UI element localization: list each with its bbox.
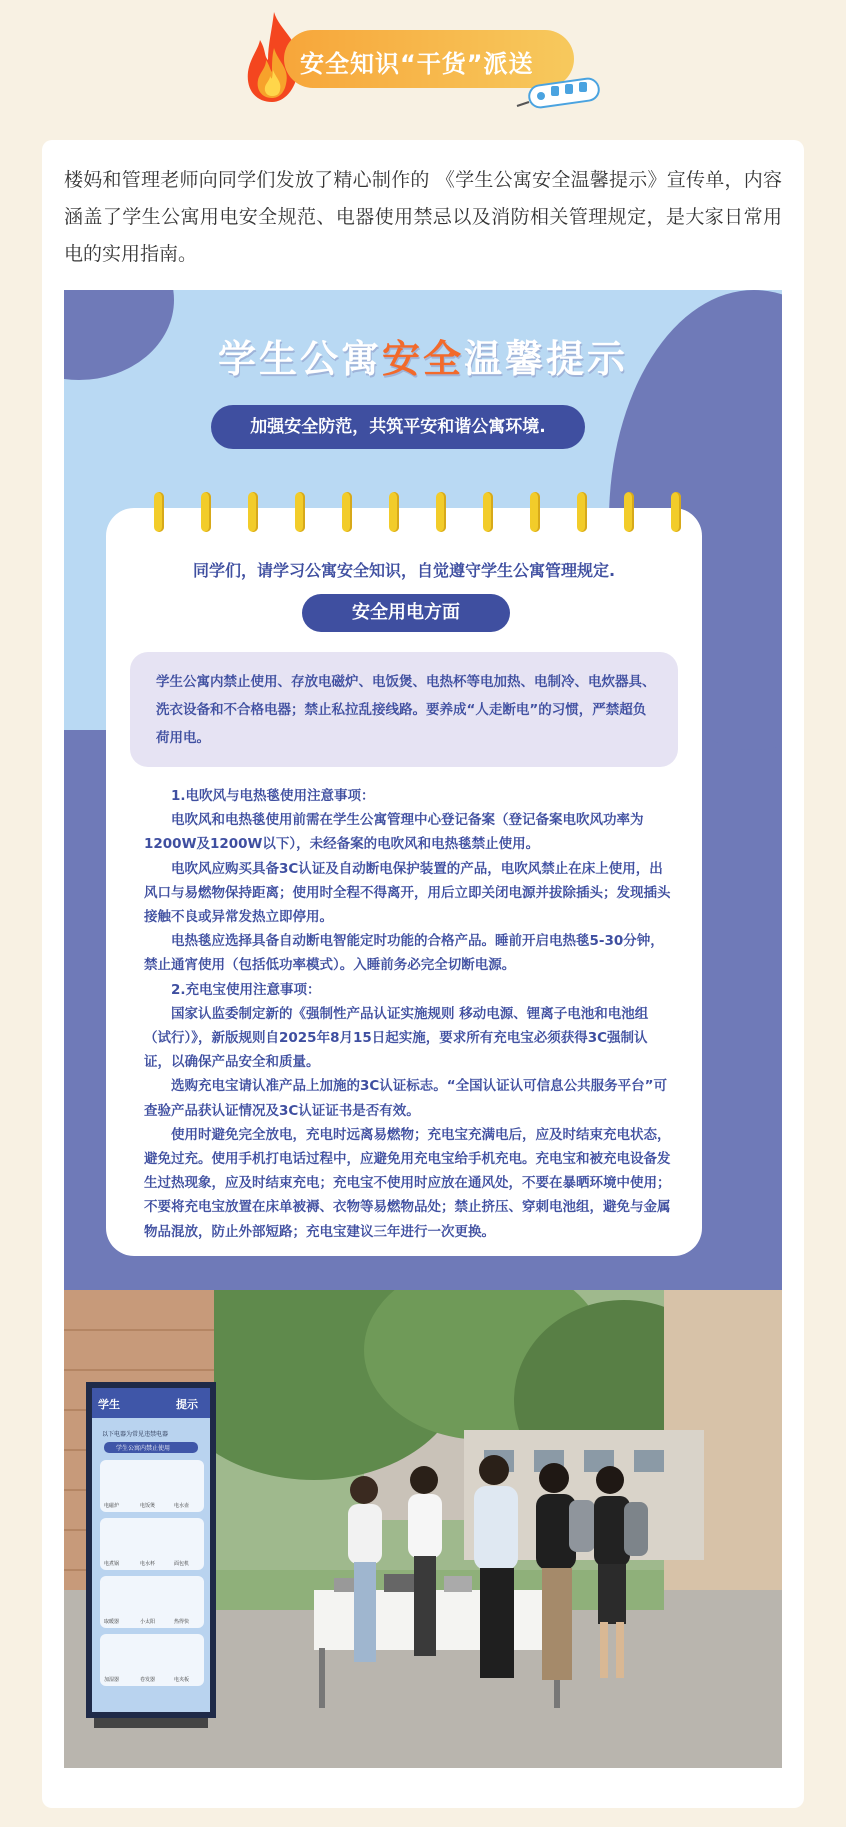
ban-box [130,652,678,767]
badge-title: 安全知识“干货”派送 [300,50,534,78]
appliance-label: 热得快 [174,1619,190,1625]
notepad-ring-icon [201,492,211,532]
rule-heading: 1.电吹风与电热毯使用注意事项： [171,788,375,804]
appliance-label: 电水壶 [174,1503,190,1509]
event-photo-illustration [64,1290,782,1768]
notice-heading: 同学们，请学习公寓安全知识，自觉遵守学生公寓管理规定. [192,561,616,580]
ban-text: 学生公寓内禁止使用、存放电磁炉、电饭煲、电热杯等电加热、电制冷、电炊器具、洗衣设备和不合格电器；禁止私拉乱接线路。要养成“人走断电”的习惯，严禁超负荷用电。 [156,674,656,746]
appliance-label: 电夹板 [174,1677,190,1683]
power-strip-icon [515,72,605,112]
appliance-label: 面包机 [174,1561,190,1567]
standee-title-left: 学生 [98,1398,120,1411]
notepad-ring-icon [248,492,258,532]
appliance-label: 卷发器 [140,1677,156,1683]
rule-paragraph: 使用时避免完全放电，充电时远离易燃物；充电宝充满电后，应及时结束充电状态，避免过充。使用手机打电话过程中，应避免用充电宝给手机充电。充电宝和被充电设备发生过热现象，应及时结束充电；充电宝不使用时应放在通风处，不要在暴晒环境中使用；不要将充电宝放置在床单被褥、衣物等易燃物品处；禁止挤压、穿刺电池组，避免与金属物品混放，防止外部短路；充电宝建议三年进行一次更换。 [144,1126,671,1240]
standee-title-right: 提示 [176,1398,198,1411]
appliance-label: 取暖器 [104,1619,120,1625]
rule-paragraph: 选购充电宝请认准产品上加施的3C认证标志。“全国认证认可信息公共服务平台”可查验产品获认证情况及3C认证证书是否有效。 [144,1078,668,1119]
notepad-ring-icon [530,492,540,532]
appliance-label: 加湿器 [104,1677,120,1683]
rule-heading: 2.充电宝使用注意事项： [171,981,321,998]
standee-section: 学生公寓内禁止使用 [116,1445,171,1452]
rule-paragraph: 电吹风和电热毯使用前需在学生公寓管理中心登记备案（登记备案电吹风功率为1200W及1200W以下），未经备案的电吹风和电热毯禁止使用。 [144,812,644,853]
notepad-ring-icon [342,492,352,532]
notepad [106,508,702,1256]
poster-slogan: 加强安全防范，共筑平安和谐公寓环境. [211,405,585,449]
appliance-label: 电水杯 [140,1561,156,1567]
poster-title: 学生公寓安全温馨提示 [217,337,629,381]
section-title: 安全用电方面 [302,594,510,632]
safety-poster [64,290,782,1290]
rule-paragraph: 电热毯应选择具备自动断电智能定时功能的合格产品。睡前开启电热毯5-30分钟，禁止通宵使用（包括低功率模式）。入睡前务必完全切断电源。 [144,933,664,974]
rules-text [144,784,674,1244]
rule-paragraph: 国家认监委制定新的《强制性产品认证实施规则 移动电源、锂离子电池和电池组（试行）》，新版规则自2025年8月15日起实施，要求所有充电宝必须获得3C强制认证，以确保产品安全和质量。 [144,1005,649,1071]
appliance-label: 电饭煲 [140,1503,156,1509]
notepad-ring-icon [389,492,399,532]
notepad-ring-icon [154,492,164,532]
rule-paragraph: 电吹风应购买具备3C认证及自动断电保护装置的产品，电吹风禁止在床上使用，出风口与易燃物保持距离；使用时全程不得离开，用后立即关闭电源并拔除插头；发现插头接触不良或异常发热立即停用。 [144,860,671,926]
notepad-ring-icon [624,492,634,532]
appliance-label: 电磁炉 [104,1503,120,1509]
poster-title-highlight: 安全 [381,337,464,381]
appliance-label: 电煮锅 [104,1561,120,1567]
notepad-ring-icon [295,492,305,532]
intro-paragraph: 楼妈和管理老师向同学们发放了精心制作的 《学生公寓安全温馨提示》宣传单，内容涵盖了学生公寓用电安全规范、电器使用禁忌以及消防相关管理规定，是大家日常用电的实用指南。 [64,169,782,265]
notepad-ring-icon [671,492,681,532]
article-card [42,140,804,1808]
notepad-ring-icon [577,492,587,532]
notepad-ring-icon [436,492,446,532]
appliance-label: 小太阳 [140,1619,156,1625]
event-photo [64,1290,782,1768]
standee-subtitle: 以下电器为常见违禁电器 [102,1431,169,1438]
notepad-ring-icon [483,492,493,532]
header-badge [240,10,620,110]
